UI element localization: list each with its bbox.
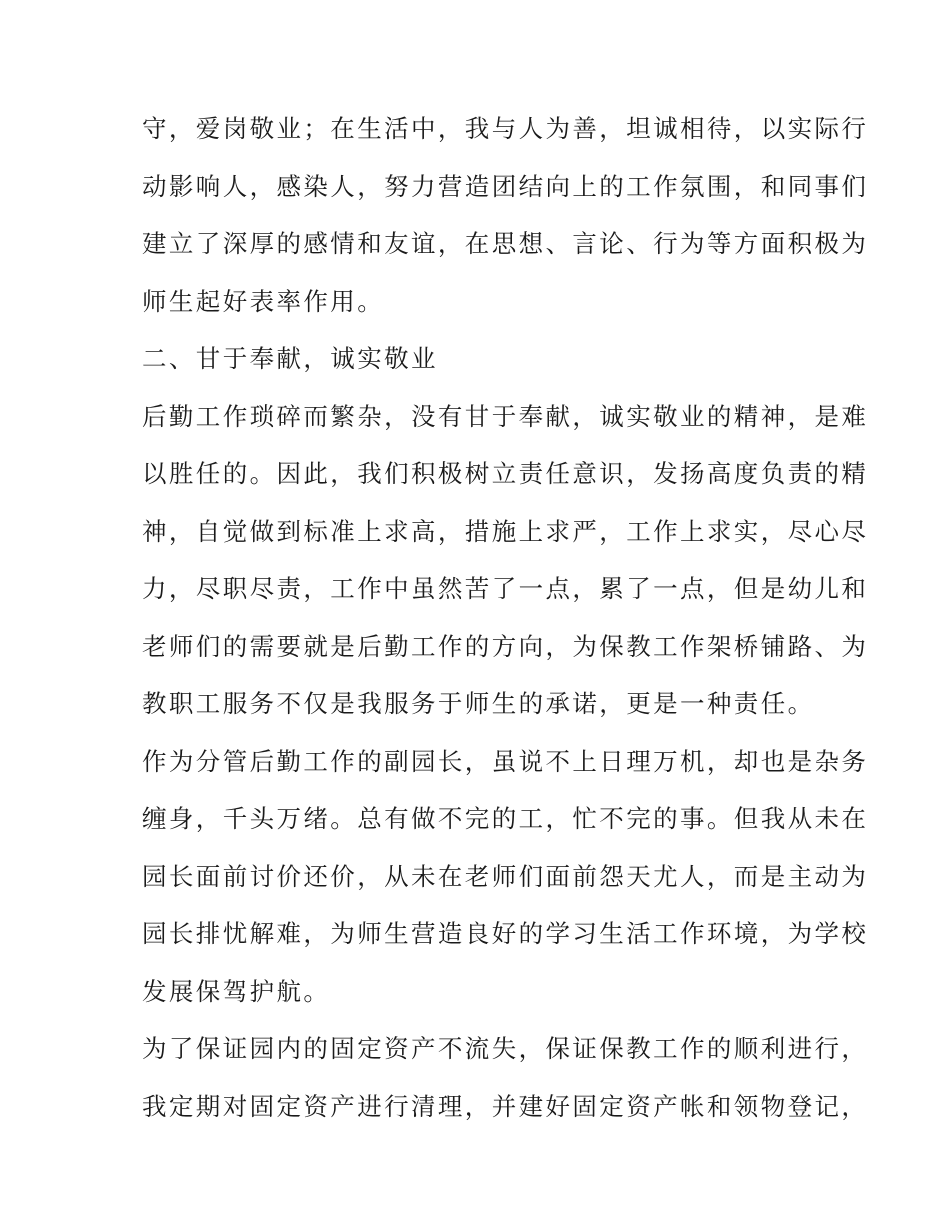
- section-heading: [142, 330, 822, 388]
- text-line: 守，爱岗敬业；在生活中，我与人为善，坦诚相待，以实际行: [142, 114, 869, 143]
- text-line: 老师们的需要就是后勤工作的方向，为保教工作架桥铺路、为: [142, 631, 869, 661]
- paragraph-continuation: [142, 100, 869, 330]
- paragraph-vice-principal-role: [142, 733, 869, 1021]
- text-line: 动影响人，感染人，努力营造团结向上的工作氛围，和同事们: [142, 171, 869, 201]
- text-line: 力，尽职尽责，工作中虽然苦了一点，累了一点，但是幼儿和: [142, 574, 869, 603]
- text-line: 教职工服务不仅是我服务于师生的承诺，更是一种责任。: [142, 689, 815, 718]
- paragraph-fixed-assets: [142, 1020, 869, 1135]
- text-line: 为了保证园内的固定资产不流失，保证保教工作的顺利进行，: [142, 1034, 869, 1063]
- text-line: 发展保驾护航。: [142, 976, 331, 1006]
- text-line: 神，自觉做到标准上求高，措施上求严，工作上求实，尽心尽: [142, 516, 869, 546]
- text-line: 我定期对固定资产进行清理，并建好固定资产帐和领物登记，: [142, 1091, 869, 1121]
- text-line: 后勤工作琐碎而繁杂，没有甘于奉献，诚实敬业的精神，是难: [142, 401, 869, 431]
- document-body: [142, 100, 869, 1135]
- text-line: 师生起好表率作用。: [142, 286, 385, 316]
- text-line: 缠身，千头万绪。总有做不完的工，忙不完的事。但我从未在: [142, 804, 869, 833]
- heading-line: 二、甘于奉献，诚实敬业: [142, 344, 438, 373]
- text-line: 建立了深厚的感情和友谊，在思想、言论、行为等方面积极为: [142, 229, 869, 258]
- text-line: 作为分管后勤工作的副园长，虽说不上日理万机，却也是杂务: [142, 746, 869, 776]
- text-line: 园长排忧解难，为师生营造良好的学习生活工作环境，为学校: [142, 919, 869, 948]
- text-line: 以胜任的。因此，我们积极树立责任意识，发扬高度负责的精: [142, 459, 869, 488]
- text-line: 园长面前讨价还价，从未在老师们面前怨天尤人，而是主动为: [142, 861, 869, 891]
- paragraph-logistics-dedication: [142, 388, 869, 733]
